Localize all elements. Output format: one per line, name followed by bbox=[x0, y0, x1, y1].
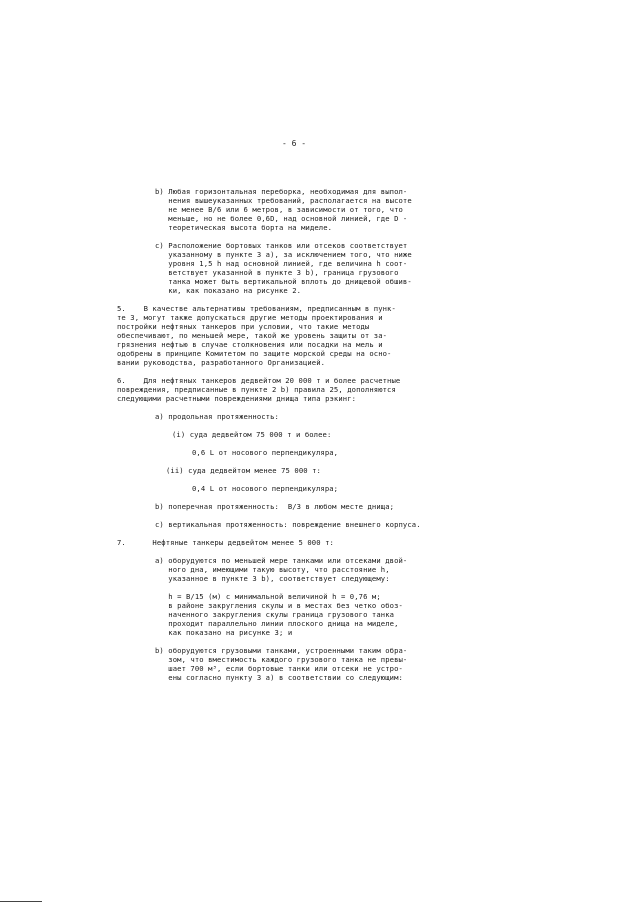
text-line: 7. Нефтяные танкеры дедвейтом менее 5 000 т: bbox=[117, 538, 334, 547]
text-line: меньше, но не более 0,6D, над основной линией, где D - bbox=[155, 214, 408, 223]
text-line: a) продольная протяженность: bbox=[155, 412, 279, 421]
text-line: c) вертикальная протяженность: повреждение внешнего корпуса. bbox=[155, 520, 421, 529]
text-line: повреждения, предписанные в пункте 2 b) правила 25, дополняются bbox=[117, 385, 396, 394]
text-line: танка может быть вертикальной вплоть до днищевой обшив- bbox=[155, 277, 412, 286]
text-line: 0,6 L от носового перпендикуляра, bbox=[192, 448, 339, 457]
text-line: 0,4 L от носового перпендикуляра; bbox=[192, 484, 339, 493]
text-line: ного дна, имеющими такую высоту, что расстояние h, bbox=[155, 565, 390, 574]
text-line: как показано на рисунке 3; и bbox=[155, 628, 293, 637]
text-line: c) Расположение бортовых танков или отсеков соответствует bbox=[155, 241, 408, 250]
text-line: зом, что вместимость каждого грузового танка не превы- bbox=[155, 655, 408, 664]
text-line: в районе закругления скулы и в местах без четко обоз- bbox=[155, 601, 403, 610]
text-line: b) оборудуются грузовыми танками, устроенными таким обра- bbox=[155, 646, 408, 655]
text-line: 6. Для нефтяных танкеров дедвейтом 20 000 т и более расчетные bbox=[117, 376, 401, 385]
text-line: a) оборудуются по меньшей мере танками или отсеками двой- bbox=[155, 556, 408, 565]
text-line: следующими расчетными повреждениями днища типа рэкинг: bbox=[117, 394, 357, 403]
text-line: вании руководства, разработанного Организацией. bbox=[117, 358, 326, 367]
text-line: нения вышеуказанных требований, располагается на высоте bbox=[155, 196, 412, 205]
text-line: (i) суда дедвейтом 75 000 т и более: bbox=[172, 430, 332, 439]
text-line: (ii) суда дедвейтом менее 75 000 т: bbox=[166, 466, 321, 475]
text-line: грязнения нефтью в случае столкновения или посадки на мель и bbox=[117, 340, 383, 349]
text-line: постройки нефтяных танкеров при условии, что такие методы bbox=[117, 322, 370, 331]
text-line: шает 700 м³, если бортовые танки или отсеки не устро- bbox=[155, 664, 403, 673]
text-line: ветствует указанной в пункте 3 b), граница грузового bbox=[155, 268, 399, 277]
footnote-rule bbox=[0, 901, 42, 902]
text-line: обеспечивают, по меньшей мере, такой же уровень защиты от за- bbox=[117, 331, 388, 340]
text-line: те 3, могут также допускаться другие методы проектирования и bbox=[117, 313, 383, 322]
text-line: ены согласно пункту 3 a) в соответствии со следующим: bbox=[155, 673, 403, 682]
text-line: указанное в пункте 3 b), соответствует следующему: bbox=[155, 574, 390, 583]
text-line: наченного закругления скулы граница грузового танка bbox=[155, 610, 395, 619]
text-line: 5. В качестве альтернативы требованиям, предписанным в пунк- bbox=[117, 304, 396, 313]
text-line: h = B/15 (м) с минимальной величиной h = 0,76 м; bbox=[155, 592, 381, 601]
text-line: одобрены в принципе Комитетом по защите морской среды на осно- bbox=[117, 349, 392, 358]
page-number: - 6 - bbox=[282, 139, 307, 148]
text-line: b) поперечная протяженность: B/3 в любом месте днища; bbox=[155, 502, 395, 511]
text-line: ки, как показано на рисунке 2. bbox=[155, 286, 302, 295]
text-line: b) Любая горизонтальная переборка, необходимая для выпол- bbox=[155, 187, 408, 196]
text-line: теоретическая высота борта на миделе. bbox=[155, 223, 333, 232]
text-line: не менее B/6 или 6 метров, в зависимости от того, что bbox=[155, 205, 403, 214]
text-line: указанному в пункте 3 a), за исключением того, что ниже bbox=[155, 250, 412, 259]
text-line: уровня 1,5 h над основной линией, где величина h соот- bbox=[155, 259, 408, 268]
text-line: проходит параллельно линии плоского днища на миделе, bbox=[155, 619, 399, 628]
